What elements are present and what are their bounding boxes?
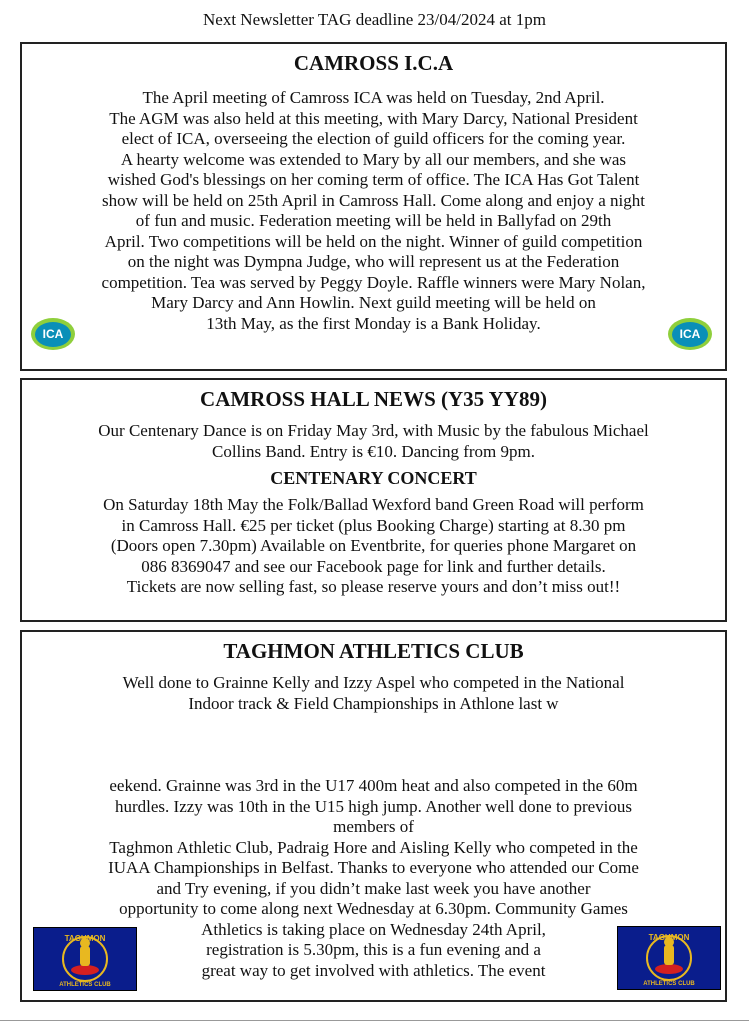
ica-line: 13th May, as the first Monday is a Bank Holiday. bbox=[206, 313, 541, 333]
athletics-line: and Try evening, if you didn’t make last week you have another bbox=[156, 878, 591, 898]
athletics-line: Taghmon Athletic Club, Padraig Hore and Aisling Kelly who competed in the bbox=[109, 837, 638, 857]
ica-line: elect of ICA, overseeing the election of guild officers for the coming year. bbox=[121, 129, 626, 148]
athletics-section bbox=[20, 630, 727, 1002]
hall-line: Our Centenary Dance is on Friday May 3rd, with Music by the fabulous Michael bbox=[98, 421, 649, 440]
ica-line: The AGM was also held at this meeting, with Mary Darcy, National President bbox=[109, 108, 638, 128]
taghmon-crest-icon bbox=[618, 927, 720, 989]
ica-line: Mary Darcy and Ann Howlin. Next guild meeting will be held on bbox=[151, 293, 596, 312]
hall-line: Tickets are now selling fast, so please reserve yours and don’t miss out!! bbox=[126, 577, 621, 596]
taghmon-crest-icon bbox=[34, 928, 136, 990]
page-bottom-divider bbox=[0, 1020, 749, 1021]
hall-news-section bbox=[20, 378, 727, 622]
taghmon-logo-left bbox=[33, 927, 137, 991]
athletics-line: Indoor track & Field Championships in Athlone last w bbox=[188, 693, 559, 713]
ica-line: of fun and music. Federation meeting will be held in Ballyfad on 29th bbox=[135, 211, 612, 230]
athletics-line: registration is 5.30pm, this is a fun evening and a bbox=[206, 940, 541, 959]
newsletter-deadline: Next Newsletter TAG deadline 23/04/2024 at 1pm bbox=[203, 10, 546, 29]
athletics-line: great way to get involved with athletics. The event bbox=[201, 960, 546, 980]
hall-line: 086 8369047 and see our Facebook page for link and further details. bbox=[141, 556, 606, 576]
ica-line: wished God's blessings on her coming term of office. The ICA Has Got Talent bbox=[107, 170, 640, 189]
hall-line: (Doors open 7.30pm) Available on Eventbrite, for queries phone Margaret on bbox=[110, 536, 637, 555]
athletics-intro-paragraph bbox=[22, 673, 725, 714]
athletics-line: Well done to Grainne Kelly and Izzy Aspel who competed in the National bbox=[122, 673, 625, 692]
ica-line: A hearty welcome was extended to Mary by all our members, and she was bbox=[120, 149, 627, 169]
hall-heading: CAMROSS HALL NEWS (Y35 YY89) bbox=[200, 387, 547, 411]
taghmon-logo-right bbox=[617, 926, 721, 990]
ica-line: competition. Tea was served by Peggy Doyle. Raffle winners were Mary Nolan, bbox=[101, 272, 646, 292]
ica-logo-left bbox=[31, 318, 75, 350]
ica-logo-right bbox=[668, 318, 712, 350]
logo-bottom-text: ATHLETICS CLUB bbox=[643, 981, 695, 987]
ica-heading: CAMROSS I.C.A bbox=[293, 51, 454, 75]
ica-section bbox=[20, 42, 727, 371]
hall-dance-paragraph bbox=[22, 421, 725, 462]
hall-line: On Saturday 18th May the Folk/Ballad Wexford band Green Road will perform bbox=[103, 495, 644, 514]
hall-concert-paragraph bbox=[22, 495, 725, 598]
ica-line: show will be held on 25th April in Camross Hall. Come along and enjoy a night bbox=[102, 190, 645, 210]
ica-line: on the night was Dympna Judge, who will represent us at the Federation bbox=[127, 252, 620, 271]
athletics-line: eekend. Grainne was 3rd in the U17 400m heat and also competed in the 60m bbox=[109, 776, 638, 795]
logo-top-text: TAGHMON bbox=[64, 934, 106, 943]
logo-bottom-text: ATHLETICS CLUB bbox=[59, 982, 111, 988]
athletics-line: members of bbox=[333, 817, 414, 836]
ica-body bbox=[22, 88, 725, 334]
athletics-line: hurdles. Izzy was 10th in the U15 high jump. Another well done to previous bbox=[115, 796, 632, 816]
hall-line: Collins Band. Entry is €10. Dancing from 9pm. bbox=[212, 441, 535, 461]
athletics-line: Athletics is taking place on Wednesday 24th April, bbox=[201, 919, 546, 939]
ica-line: The April meeting of Camross ICA was held on Tuesday, 2nd April. bbox=[142, 88, 605, 107]
ica-line: April. Two competitions will be held on the night. Winner of guild competition bbox=[104, 231, 643, 251]
logo-top-text: TAGHMON bbox=[648, 933, 690, 942]
hall-line: in Camross Hall. €25 per ticket (plus Booking Charge) starting at 8.30 pm bbox=[121, 515, 626, 535]
athletics-heading: TAGHMON ATHLETICS CLUB bbox=[223, 639, 524, 663]
athletics-line: IUAA Championships in Belfast. Thanks to everyone who attended our Come bbox=[108, 858, 639, 877]
concert-subheading: CENTENARY CONCERT bbox=[270, 468, 477, 488]
ica-logo-text: ICA bbox=[35, 322, 71, 347]
athletics-line: opportunity to come along next Wednesday at 6.30pm. Community Games bbox=[119, 899, 628, 918]
ica-logo-text: ICA bbox=[672, 322, 708, 347]
